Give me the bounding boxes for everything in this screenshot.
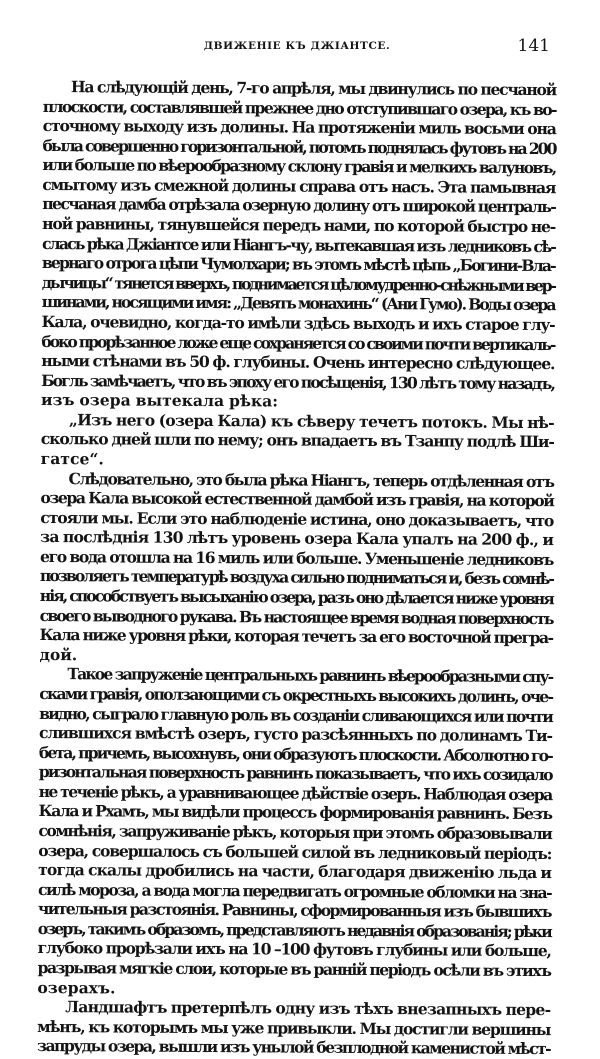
- text-line: песчаная дамба отрѣзала озерную долину отъ широкой централь-: [42, 194, 556, 217]
- text-line: Слѣдовательно, это была рѣка Ніангъ, теперь отдѣленная отъ: [68, 468, 554, 491]
- text-line: Богль замѣчаетъ, что въ эпоху его посѣщенія, 130 лѣтъ тому назадъ,: [41, 370, 555, 393]
- text-line: шинами, носящими имя: „Девять монахинь“ (Ани Гумо). Воды озера: [41, 292, 555, 315]
- text-line: Такое запруженіе центральныхъ равнинъ вѣерообразными спу-: [67, 664, 553, 687]
- text-line: слившихся вмѣстѣ озеръ, густо разсѣянныхъ по долинамъ Ти-: [38, 723, 553, 746]
- text-line: ризонтальная поверхность равнинъ показываетъ, что ихъ созидало: [38, 762, 552, 785]
- text-line: Кала ниже уровня рѣки, которая течетъ за его восточной прегра-: [39, 625, 553, 648]
- text-line: была совершенно горизонтальной, потомъ поднялась футовъ на 200: [42, 135, 556, 158]
- text-line: позволяетъ температурѣ воздуха сильно подниматься и, безъ сомнѣ-: [39, 566, 554, 589]
- text-line: дычицы“ тянется вверхъ, поднимается цѣломудренно-снѣжными вер-: [41, 272, 555, 295]
- text-line: стояли мы. Если это наблюденіе истина, оно доказываетъ, что: [40, 507, 554, 530]
- text-line: чительныя разстоянія. Равнины, сформированныя изъ бывшихъ: [37, 899, 551, 922]
- text-line: Кала и Рхамъ, мы видѣли процессъ формированія равнинъ. Безъ: [38, 801, 552, 824]
- text-line: мѣнъ, къ которымъ мы уже привыкли. Мы достигли вершины: [37, 1016, 551, 1039]
- text-line: сомнѣнія, запруживаніе рѣкъ, которыя при этомъ образовывали: [38, 820, 552, 844]
- text-line: своего выводного рукава. Въ настоящее время водная поверхность: [39, 605, 553, 628]
- text-line: ными стѣнами въ 50 ф. глубины. Очень интересно слѣдующее.: [41, 351, 555, 374]
- text-line: изъ озера вытекала рѣка:: [40, 390, 279, 411]
- text-line: сколько дней шли по нему; онъ впадаетъ въ Тзанпу подлѣ Ши-: [40, 429, 554, 452]
- text-line: плоскости, составлявшей прежнее дно отступившаго озера, къ во-: [42, 96, 556, 119]
- text-line: На слѣдующій день, 7-го апрѣля, мы двинулись по песчаной: [70, 77, 556, 100]
- text-line: „Изъ него (озера Кала) къ сѣверу течетъ потокъ. Мы нѣ-: [68, 409, 554, 432]
- text-line: его вода отошла на 16 миль или больше. Уменьшеніе ледниковъ: [40, 546, 554, 569]
- text-line: гатсе“.: [40, 448, 104, 469]
- text-line: боко прорѣзанное ложе еще сохраняется со своими почти вертикаль-: [41, 331, 555, 354]
- text-line: озера, совершалось съ большей силой въ ледниковый періодъ:: [38, 840, 552, 863]
- text-line: разрывая мягкіе слои, которые въ ранній періодъ осѣли въ этихъ: [37, 957, 551, 981]
- text-line: видно, сыграло главную роль въ созданіи сливающихся или почти: [39, 703, 553, 726]
- text-line: сточному выходу изъ долины. На протяженіи миль восьми она: [42, 116, 556, 139]
- text-line: Кала, очевидно, когда-то имѣли здѣсь выходъ и ихъ старое глу-: [41, 311, 555, 335]
- text-line: запруды озера, вышли изъ унылой безплодной каменистой мѣст-: [37, 1036, 551, 1059]
- text-line: тогда скалы дробились на части, благодаря движенію льда и: [38, 860, 552, 883]
- text-line: дой.: [39, 644, 78, 664]
- page-header: [44, 36, 550, 56]
- running-title: ДВИЖЕНІЕ КЪ ДЖІАНТСЕ.: [203, 40, 391, 52]
- text-line: озера Кала высокой естественной дамбой изъ гравія, на которой: [40, 488, 554, 511]
- text-line: за послѣднія 130 лѣтъ уровень озера Кала упалъ на 200 ф., и: [40, 527, 554, 550]
- text-line: не теченіе рѣкъ, а уравнивающее дѣйствіе озеръ. Наблюдая озера: [38, 781, 552, 804]
- text-line: озеръ, такимъ образомъ, представляютъ недавнія образованія; рѣки: [37, 918, 551, 941]
- text-line: нія, способствуетъ высыханію озера, разъ оно дѣлается ниже уровня: [39, 586, 553, 609]
- text-line: сками гравія, оползающими съ окрестныхъ высокихъ долинъ, оче-: [39, 683, 553, 707]
- text-line: слась рѣка Джіантсе или Ніангъ-чу, вытекавшая изъ ледниковъ сѣ-: [41, 233, 556, 256]
- text-line: вернаго отрога цѣпи Чумолхари; въ этомъ мѣстѣ цѣпь „Богини-Вла-: [41, 253, 555, 276]
- text-line: ной равнины, тянувшейся передъ нами, по которой быстро не-: [42, 214, 556, 237]
- body-text: [37, 77, 556, 1059]
- text-line: глубоко прорѣзали ихъ на 10 –100 футовъ глубины или больше,: [37, 938, 551, 961]
- text-line: силѣ мороза, а вода могла передвигать огромные обломки на зна-: [37, 879, 552, 902]
- text-line: смытому изъ смежной долины справа отъ насъ. Эта памывная: [42, 174, 556, 198]
- text-line: или больше по вѣерообразному склону гравія и мелкихъ валуновъ,: [42, 155, 556, 178]
- text-line: озерахъ.: [37, 977, 116, 998]
- text-line: бета, причемъ, высохнувъ, они образуютъ плоскости. Абсолютно го-: [38, 742, 552, 765]
- text-line: Ландшафтъ претерпѣлъ одну изъ тѣхъ внезапныхъ пере-: [65, 997, 551, 1020]
- page-number: 141: [517, 36, 550, 56]
